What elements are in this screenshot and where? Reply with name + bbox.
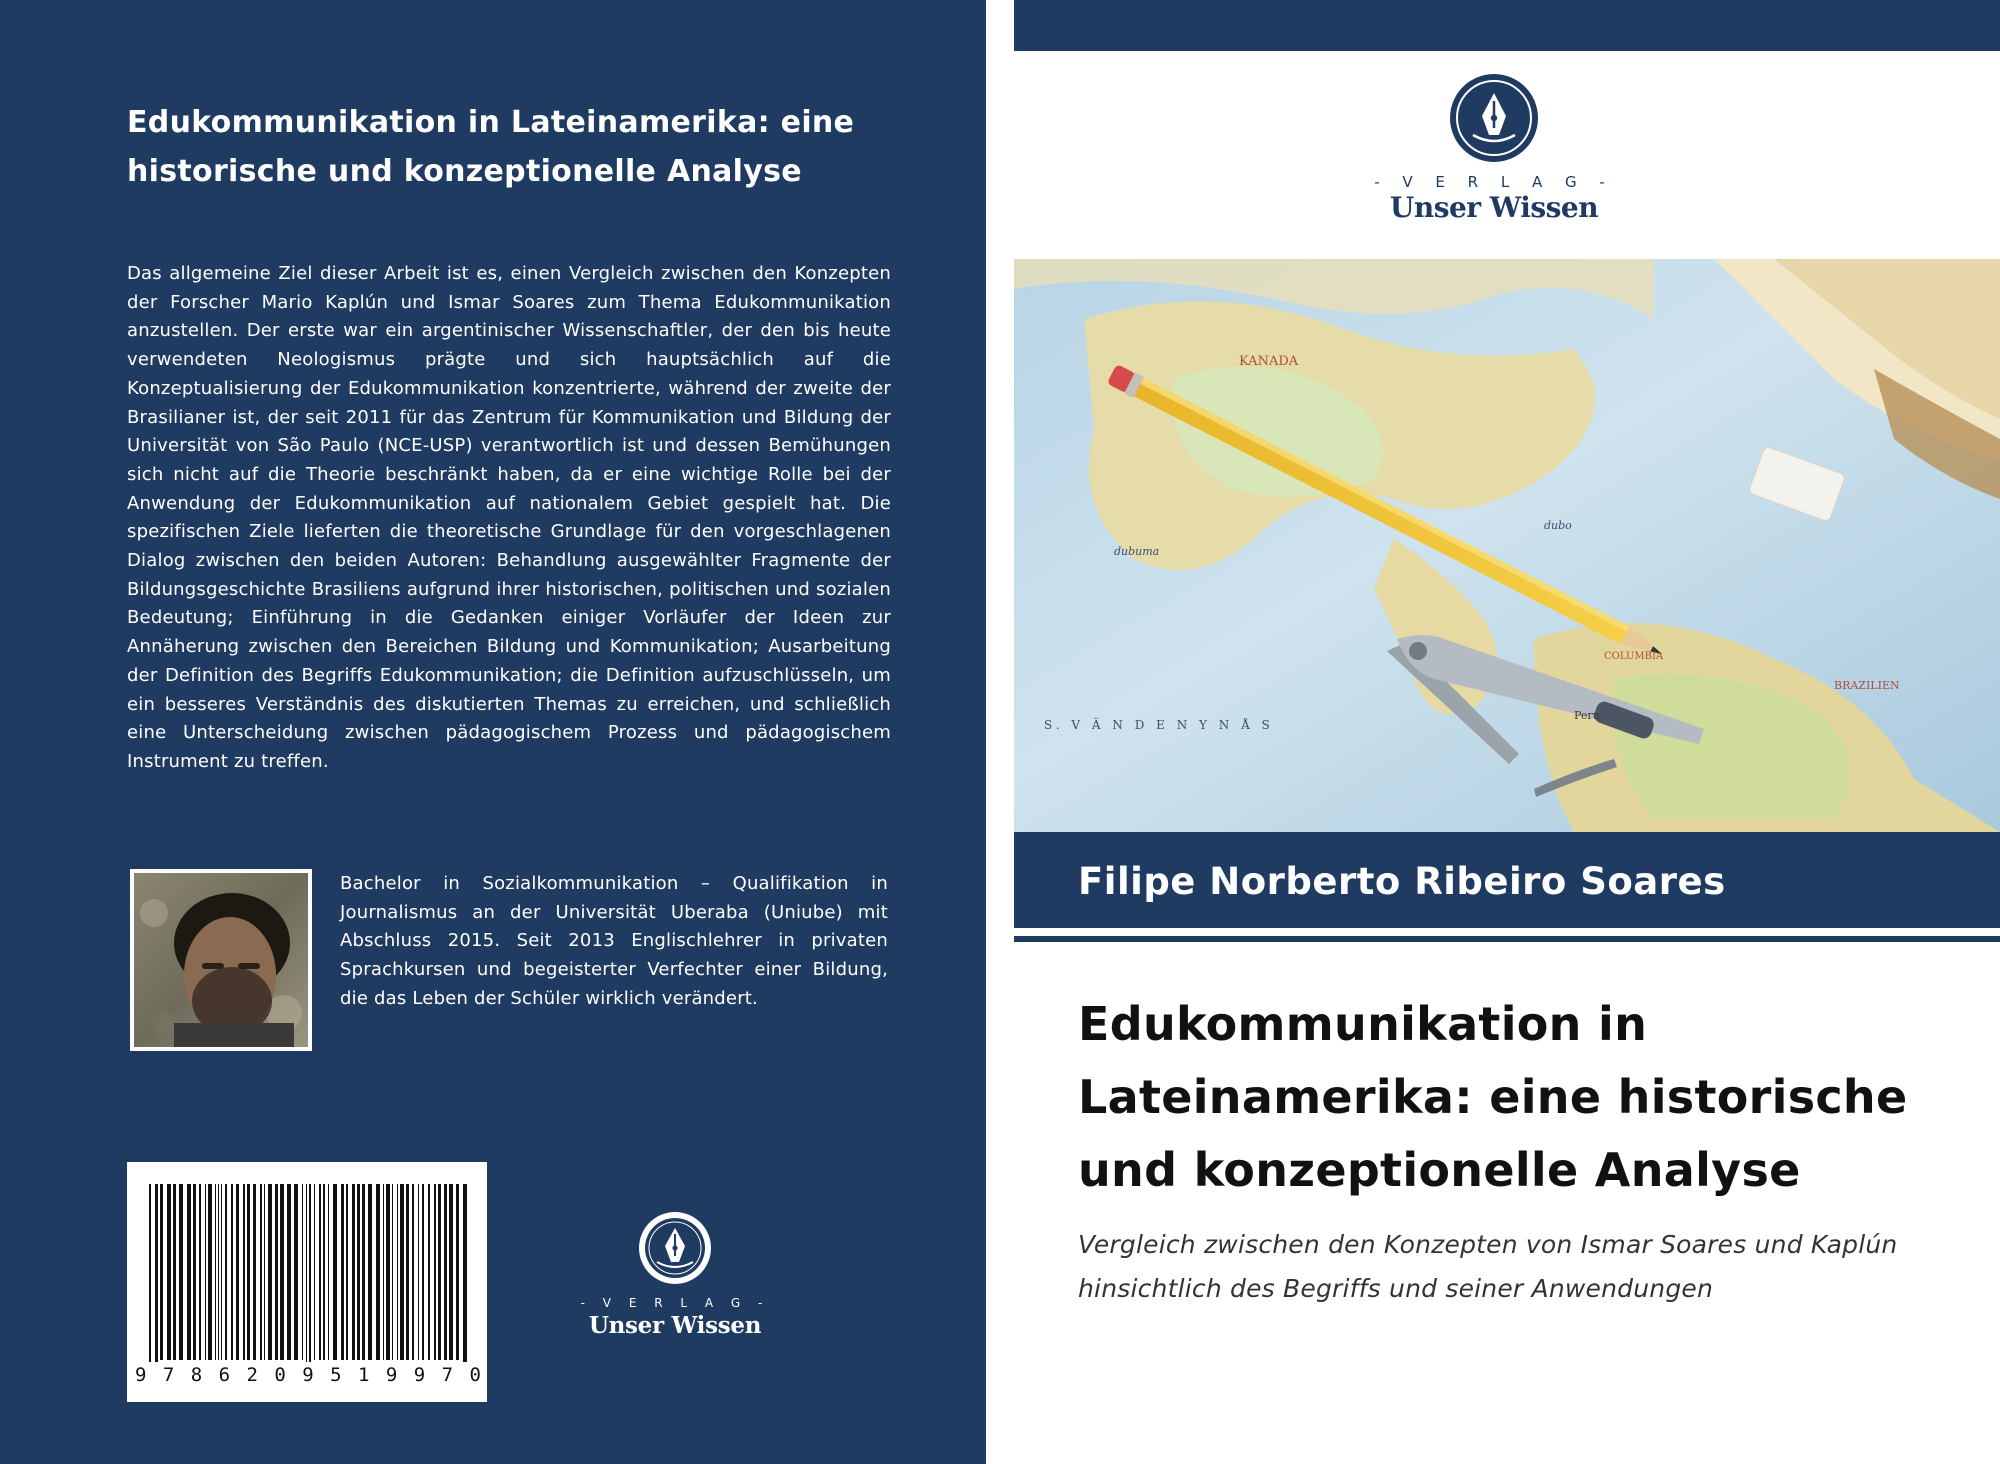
- barcode-bar: [264, 1184, 265, 1360]
- isbn-digit: 7: [441, 1364, 454, 1386]
- barcode-bar: [333, 1184, 337, 1360]
- cover-map-photo: [1014, 259, 2000, 832]
- barcode-bar: [456, 1184, 459, 1360]
- barcode-bar: [231, 1184, 233, 1360]
- barcode-bar: [306, 1184, 307, 1362]
- barcode-bar: [341, 1184, 344, 1360]
- front-publisher-logo: [1344, 73, 1644, 224]
- back-publisher-logo: [580, 1210, 770, 1339]
- isbn-digit: 9: [302, 1364, 314, 1386]
- barcode-bar: [215, 1184, 216, 1360]
- barcode-bar: [346, 1184, 348, 1360]
- map-pencil-compass-image: [1014, 259, 2000, 832]
- barcode-bar: [149, 1184, 151, 1362]
- map-label: S. V Ä N D E N Y N Å S: [1044, 718, 1274, 732]
- barcode-bar: [418, 1184, 419, 1360]
- barcode-bar: [247, 1184, 250, 1360]
- barcode-bar: [400, 1184, 404, 1360]
- map-label: BRAZILIEN: [1834, 679, 1900, 692]
- isbn-digit: 9: [413, 1364, 426, 1386]
- back-cover-blurb: Das allgemeine Ziel dieser Arbeit ist es, einen Vergleich zwischen den Konzepten der Forscher Mario Kaplún und Ismar Soares zum Thema Edukommunikation anzustellen. Der erste war ein argentinischer Wissenschaftler, der den bis heute verwendeten Neologismus prägte und sich hauptsächlich auf die Konzeptualisierung der Edukommunikation konzentrierte, während der zweite der Brasilianer ist, der seit 2011 für das Zentrum für Kommunikation und Bildung der Universität von São Paulo (NCE-USP) verantwortlich ist und dessen Bemühungen sich nicht auf die Theorie beschränkt haben, da er eine wichtige Rolle bei der Anwendung der Edukommunikation auf nationalem Gebiet gespielt hat. Die spezifischen Ziele lieferten die theoretische Grundlage für den vorgeschlagenen Dialog zwischen den beiden Autoren: Behandlung ausgewählter Fragmente der Bildungsgeschichte Brasiliens aufgrund ihrer historischen, politischen und sozialen Bedeutung; Einführung in die Gedanken einiger Vorläufer der Ideen zur Annäherung zwischen den Bereichen Bildung und Kommunikation; Ausarbeitung der Definition des Begriffs Edukommunikation; die Definition aufzuschlüsseln, um ein besseres Verständnis des diskutierten Themas zu erreichen, und schließlich eine Unterscheidung zwischen pädagogischem Prozess und pädagogischem Instrument zu treffen.: [127, 263, 891, 772]
- barcode-bar: [386, 1184, 390, 1360]
- isbn-digit: 1: [358, 1364, 370, 1386]
- barcode-bar: [179, 1184, 183, 1360]
- barcode-bars: [127, 1162, 487, 1362]
- barcode-bar: [225, 1184, 227, 1360]
- barcode-bar: [221, 1184, 222, 1360]
- map-label: dubo: [1544, 519, 1572, 532]
- barcode-bar: [294, 1184, 298, 1360]
- barcode-bar: [205, 1184, 206, 1360]
- verlag-label: - V E R L A G -: [1374, 173, 1614, 191]
- barcode-bar: [463, 1184, 467, 1362]
- barcode-bar: [352, 1184, 355, 1360]
- barcode-bar: [208, 1184, 212, 1360]
- barcode-bar: [428, 1184, 430, 1360]
- back-cover-title: Edukommunikation in Lateinamerika: eine historische und konzeptionelle Analyse: [127, 105, 855, 189]
- barcode-bar: [319, 1184, 321, 1360]
- barcode-bar: [280, 1184, 284, 1360]
- isbn-digit: 6: [218, 1364, 231, 1386]
- author-portrait-image: [134, 873, 308, 1047]
- author-biography: Bachelor in Sozialkommunikation – Qualifikation in Journalismus an der Universität Uberaba (Uniube) mit Abschluss 2015. Seit 2013 Englischlehrer in privaten Sprachkursen und begeisterter Verfechter einer Bildung, die das Leben der Schüler wirklich verändert.: [340, 873, 888, 1009]
- barcode-bar: [302, 1184, 303, 1360]
- author-photo: [130, 869, 312, 1051]
- map-label: COLUMBIA: [1604, 651, 1664, 662]
- barcode-bar: [368, 1184, 372, 1360]
- barcode-bar: [376, 1184, 380, 1360]
- top-band: [1014, 0, 2000, 51]
- isbn-digit: 9: [135, 1364, 147, 1386]
- barcode-bar: [357, 1184, 360, 1360]
- front-cover-subtitle: Vergleich zwischen den Konzepten von Ismar Soares und Kaplún hinsichtlich des Begriffs und seiner Anwendungen: [1078, 1230, 1898, 1303]
- isbn-digit: 5: [330, 1364, 342, 1386]
- map-label: Peru: [1574, 709, 1600, 722]
- barcode-bar: [218, 1184, 219, 1360]
- barcode-bar: [199, 1184, 201, 1360]
- divider-line: [1014, 936, 2000, 942]
- barcode-bar: [438, 1184, 441, 1360]
- barcode-bar: [449, 1184, 453, 1360]
- barcode-bar: [434, 1184, 436, 1360]
- barcode-bar: [167, 1184, 171, 1360]
- barcode-bar: [253, 1184, 256, 1360]
- barcode-bar: [383, 1184, 384, 1360]
- publisher-name: Unser Wissen: [588, 1312, 762, 1339]
- barcode-bar: [243, 1184, 245, 1360]
- isbn-barcode: [127, 1162, 487, 1402]
- isbn-digit: 8: [190, 1364, 203, 1386]
- spine-gap: [986, 0, 1014, 1464]
- isbn-digit: 0: [274, 1364, 286, 1386]
- isbn-number: [133, 1364, 483, 1386]
- barcode-bar: [187, 1184, 191, 1360]
- map-label: KANADA: [1239, 354, 1299, 369]
- fountain-pen-nib-icon: [1449, 73, 1539, 163]
- isbn-digit: 0: [469, 1364, 481, 1386]
- barcode-bar: [406, 1184, 409, 1360]
- barcode-bar: [275, 1184, 278, 1360]
- front-cover-title: Edukommunikation in Lateinamerika: eine historische und konzeptionelle Analyse: [1078, 997, 1908, 1197]
- isbn-digit: 2: [246, 1364, 258, 1386]
- barcode-bar: [309, 1184, 311, 1362]
- barcode-bar: [173, 1184, 176, 1360]
- back-cover: [0, 0, 986, 1464]
- barcode-bar: [160, 1184, 163, 1360]
- verlag-label: - V E R L A G -: [580, 1296, 770, 1310]
- publisher-name: Unser Wissen: [1389, 191, 1599, 224]
- barcode-bar: [392, 1184, 393, 1360]
- map-label: dubuma: [1114, 545, 1160, 558]
- barcode-bar: [412, 1184, 414, 1360]
- barcode-bar: [260, 1184, 262, 1360]
- barcode-bar: [155, 1184, 158, 1362]
- barcode-bar: [397, 1184, 398, 1360]
- barcode-bar: [236, 1184, 239, 1360]
- barcode-bar: [193, 1184, 196, 1360]
- barcode-bar: [444, 1184, 447, 1360]
- author-band: [1014, 832, 2000, 928]
- isbn-digit: 7: [162, 1364, 175, 1386]
- fountain-pen-nib-icon: [637, 1210, 713, 1286]
- front-cover: [1014, 0, 2000, 1464]
- barcode-bar: [268, 1184, 272, 1360]
- barcode-bar: [328, 1184, 329, 1360]
- barcode-bar: [314, 1184, 315, 1360]
- barcode-bar: [422, 1184, 424, 1360]
- author-name: Filipe Norberto Ribeiro Soares: [1078, 860, 1726, 903]
- barcode-bar: [323, 1184, 325, 1360]
- barcode-bar: [287, 1184, 291, 1360]
- isbn-digit: 9: [385, 1364, 398, 1386]
- barcode-bar: [362, 1184, 365, 1360]
